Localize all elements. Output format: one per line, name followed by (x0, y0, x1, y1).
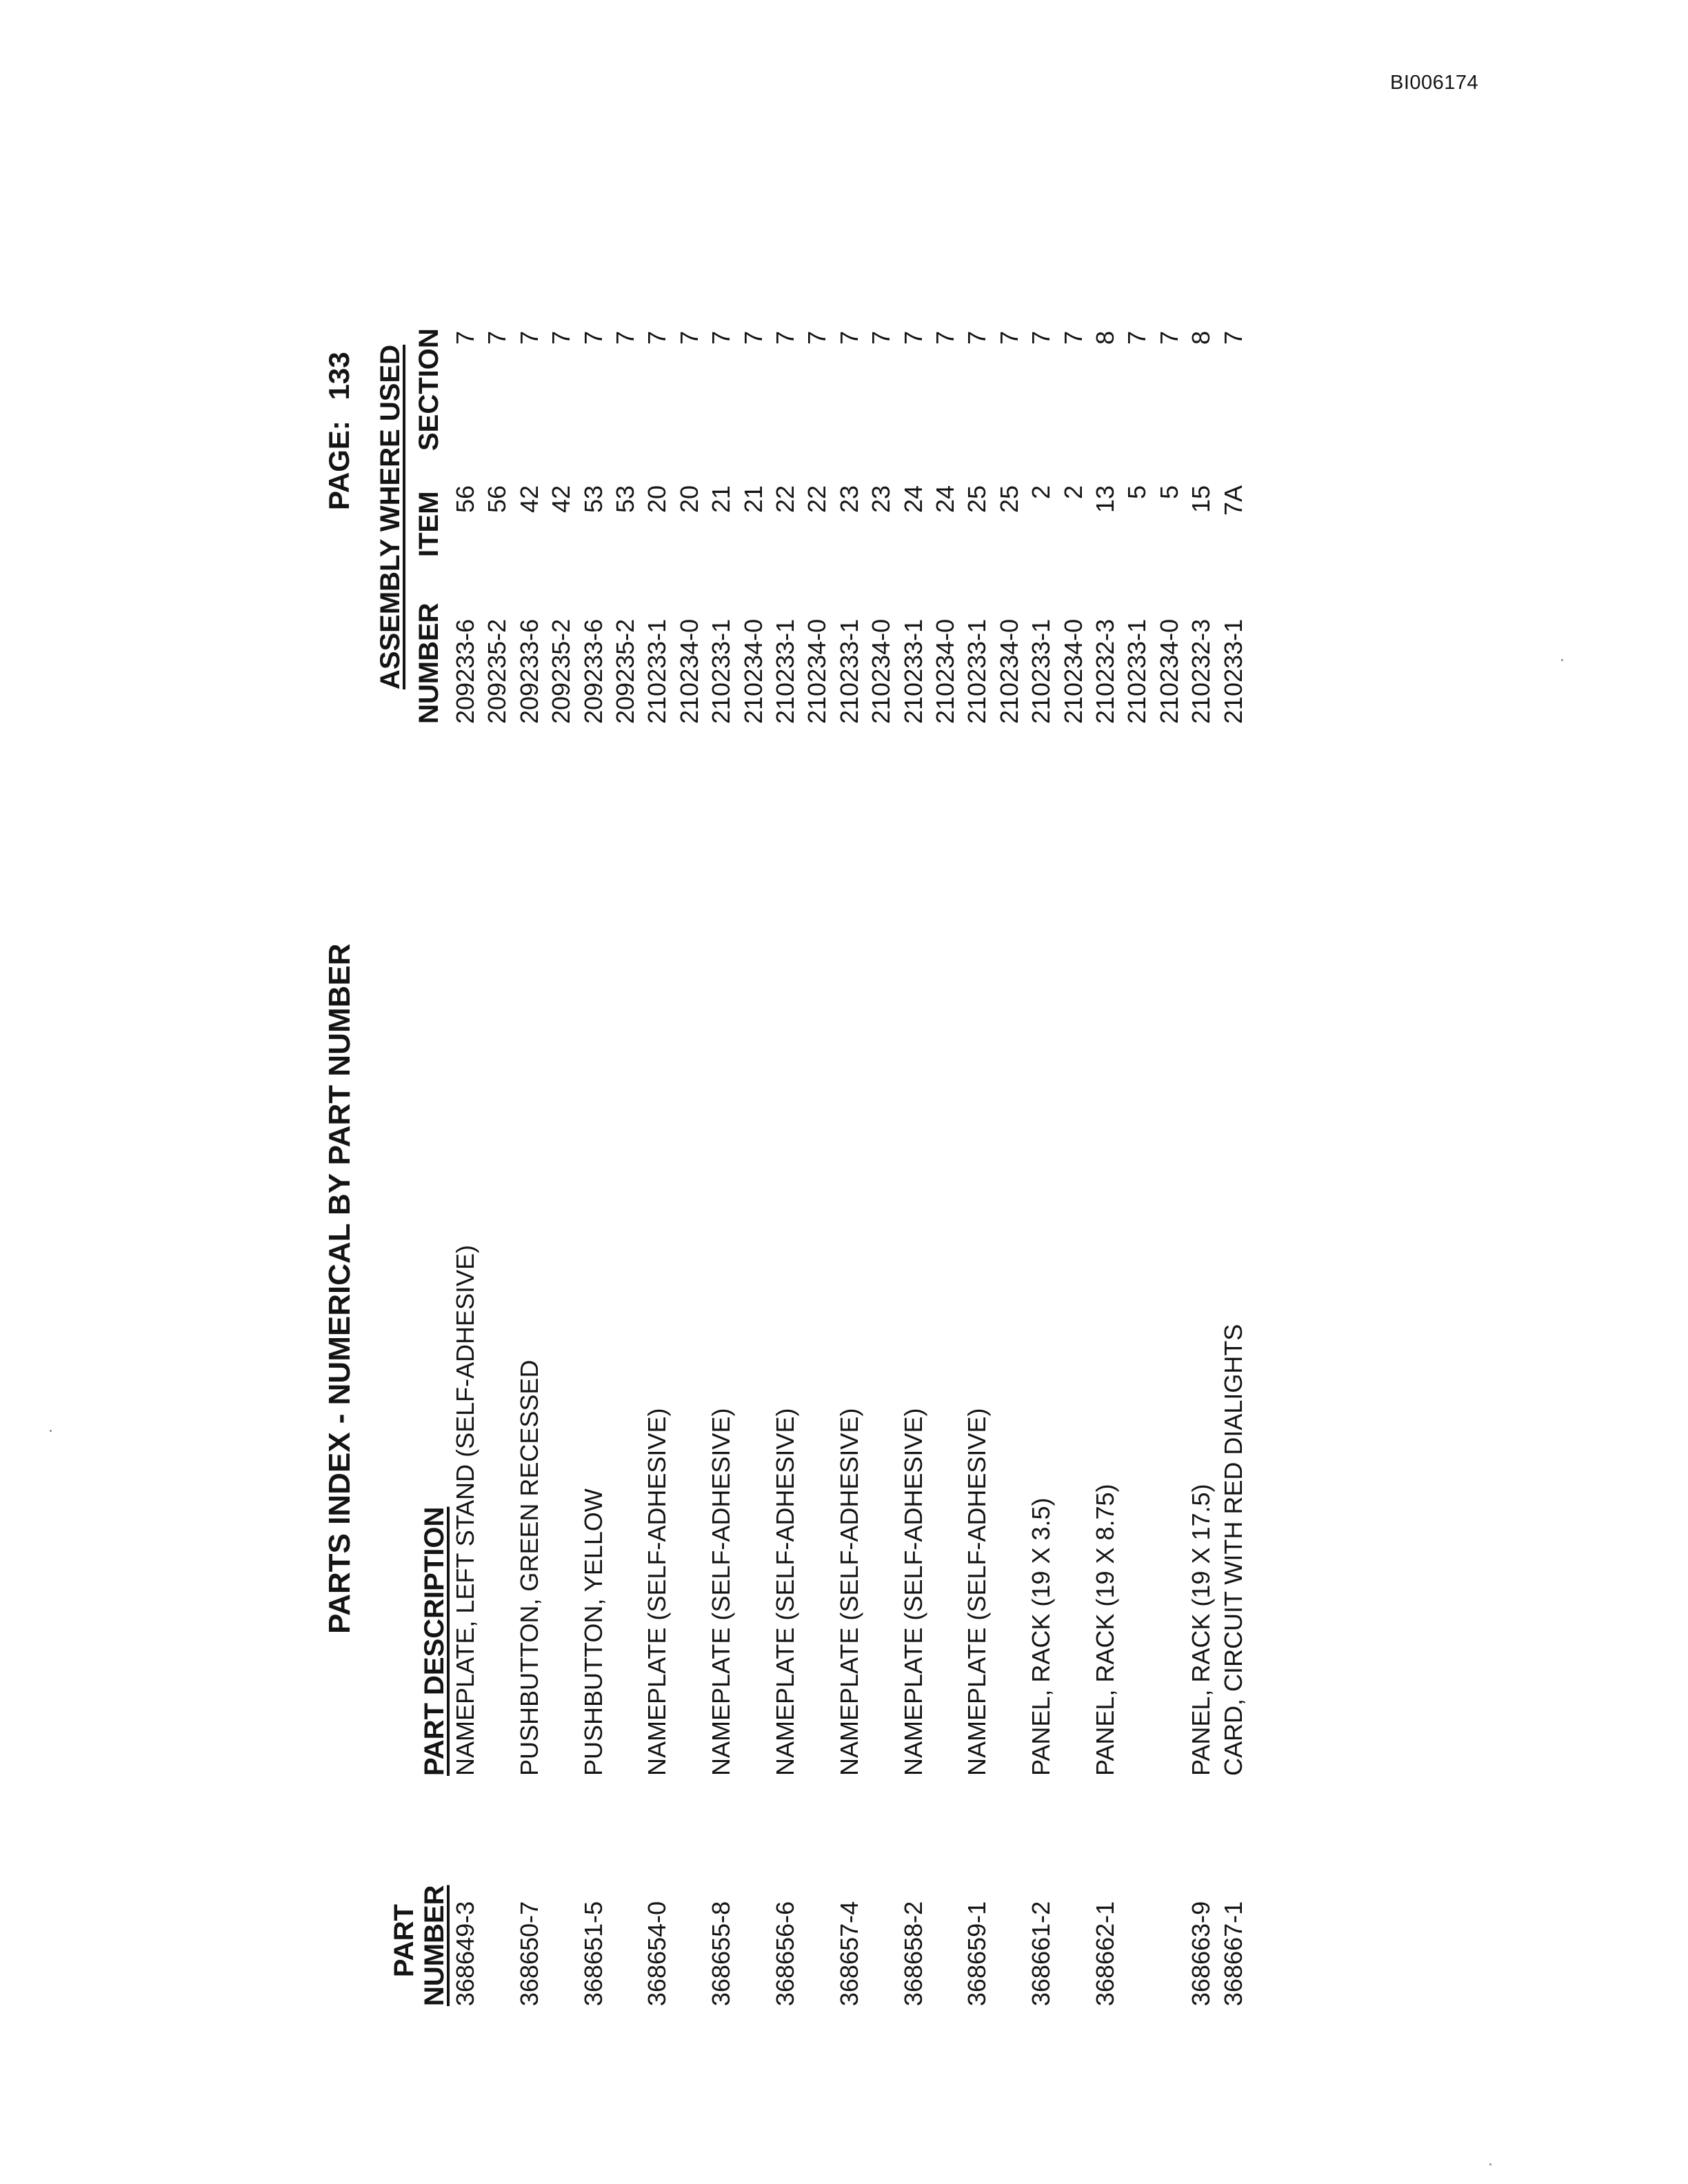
section-cell: 7 (579, 331, 607, 345)
part-number-cell: 368662-1 (1091, 1901, 1119, 2006)
assembly-number-cell: 209233-6 (579, 618, 607, 724)
part-number-cell: 368656-6 (771, 1901, 799, 2006)
item-cell: 5 (1154, 485, 1183, 500)
scan-speck (50, 1430, 52, 1432)
section-cell: 7 (1154, 331, 1183, 345)
item-cell: 53 (579, 485, 607, 514)
part-description-cell: NAMEPLATE (SELF-ADHESIVE) (643, 1408, 672, 1776)
item-cell: 21 (738, 485, 767, 514)
assembly-number-cell: 210234-0 (803, 618, 832, 724)
section-cell: 7 (834, 331, 863, 345)
assembly-number-cell: 210234-0 (994, 618, 1023, 724)
section-cell: 7 (931, 331, 959, 345)
section-cell: 7 (963, 331, 992, 345)
item-cell: 2 (1027, 485, 1056, 500)
header-assembly-number: NUMBER (414, 603, 444, 724)
item-cell: 22 (803, 485, 832, 514)
section-cell: 7 (707, 331, 736, 345)
part-description-cell: PUSHBUTTON, YELLOW (579, 1488, 607, 1776)
section-cell: 8 (1091, 331, 1119, 345)
assembly-number-cell: 210234-0 (931, 618, 959, 724)
item-cell: 21 (707, 485, 736, 514)
scan-speck (1489, 2163, 1491, 2165)
section-cell: 7 (1027, 331, 1056, 345)
page-number: 133 (323, 352, 355, 401)
part-description-cell: NAMEPLATE (SELF-ADHESIVE) (707, 1408, 736, 1776)
item-cell: 5 (1123, 485, 1152, 500)
part-number-cell: 368667-1 (1218, 1901, 1247, 2006)
part-description-cell: PUSHBUTTON, GREEN RECESSED (514, 1359, 543, 1776)
assembly-number-cell: 209233-6 (451, 618, 479, 724)
section-cell: 7 (611, 331, 639, 345)
section-cell: 7 (674, 331, 703, 345)
part-description-cell: PANEL, RACK (19 X 3.5) (1027, 1497, 1056, 1776)
assembly-number-cell: 210233-1 (771, 618, 799, 724)
item-cell: 23 (834, 485, 863, 514)
part-description-cell: NAMEPLATE (SELF-ADHESIVE) (898, 1408, 927, 1776)
assembly-number-cell: 209233-6 (514, 618, 543, 724)
assembly-number-cell: 210233-1 (1123, 618, 1152, 724)
scan-speck (1561, 659, 1563, 661)
page-label-text: PAGE: (323, 421, 355, 510)
assembly-number-cell: 210234-0 (1058, 618, 1087, 724)
part-number-cell: 368650-7 (514, 1901, 543, 2006)
section-cell: 7 (771, 331, 799, 345)
header-assembly-where-used: ASSEMBLY WHERE USED (375, 344, 405, 690)
part-number-cell: 368659-1 (963, 1901, 992, 2006)
item-cell: 42 (547, 485, 576, 514)
item-cell: 56 (451, 485, 479, 514)
rotated-parts-index-sheet (301, 255, 1376, 2020)
section-cell: 7 (483, 331, 512, 345)
item-cell: 24 (898, 485, 927, 514)
section-cell: 7 (738, 331, 767, 345)
page-title: PARTS INDEX - NUMERICAL BY PART NUMBER (323, 943, 356, 1634)
part-description-cell: NAMEPLATE (SELF-ADHESIVE) (963, 1408, 992, 1776)
item-cell: 24 (931, 485, 959, 514)
part-number-cell: 368649-3 (451, 1901, 479, 2006)
item-cell: 25 (963, 485, 992, 514)
assembly-number-cell: 210233-1 (963, 618, 992, 724)
section-cell: 7 (1218, 331, 1247, 345)
assembly-number-cell: 210232-3 (1187, 618, 1216, 724)
assembly-number-cell: 210233-1 (1027, 618, 1056, 724)
header-part-description: PART DESCRIPTION (419, 1506, 450, 1776)
section-cell: 7 (547, 331, 576, 345)
header-part-top: PART (389, 1904, 419, 1977)
part-number-cell: 368661-2 (1027, 1901, 1056, 2006)
item-cell: 23 (867, 485, 896, 514)
part-description-cell: NAMEPLATE (SELF-ADHESIVE) (771, 1408, 799, 1776)
section-cell: 7 (994, 331, 1023, 345)
part-description-cell: CARD, CIRCUIT WITH RED DIALIGHTS (1218, 1324, 1247, 1776)
section-cell: 7 (803, 331, 832, 345)
part-description-cell: NAMEPLATE, LEFT STAND (SELF-ADHESIVE) (451, 1244, 479, 1776)
assembly-number-cell: 209235-2 (547, 618, 576, 724)
assembly-number-cell: 210233-1 (643, 618, 672, 724)
assembly-number-cell: 209235-2 (483, 618, 512, 724)
assembly-number-cell: 210234-0 (738, 618, 767, 724)
header-section: SECTION (414, 328, 444, 451)
section-cell: 7 (1123, 331, 1152, 345)
item-cell: 20 (674, 485, 703, 514)
page-number-label (323, 352, 356, 510)
document-id: BI006174 (1390, 72, 1479, 94)
part-description-cell: PANEL, RACK (19 X 17.5) (1187, 1484, 1216, 1776)
assembly-number-cell: 210234-0 (1154, 618, 1183, 724)
part-description-cell: PANEL, RACK (19 X 8.75) (1091, 1484, 1119, 1776)
header-part-number: NUMBER (419, 1885, 450, 2006)
assembly-number-cell: 210232-3 (1091, 618, 1119, 724)
item-cell: 13 (1091, 485, 1119, 514)
item-cell: 56 (483, 485, 512, 514)
item-cell: 25 (994, 485, 1023, 514)
part-number-cell: 368654-0 (643, 1901, 672, 2006)
assembly-number-cell: 210233-1 (1218, 618, 1247, 724)
section-cell: 7 (898, 331, 927, 345)
part-number-cell: 368655-8 (707, 1901, 736, 2006)
assembly-number-cell: 210233-1 (707, 618, 736, 724)
section-cell: 7 (867, 331, 896, 345)
item-cell: 20 (643, 485, 672, 514)
assembly-number-cell: 210233-1 (898, 618, 927, 724)
item-cell: 42 (514, 485, 543, 514)
assembly-number-cell: 209235-2 (611, 618, 639, 724)
section-cell: 7 (643, 331, 672, 345)
header-item: ITEM (414, 491, 444, 557)
part-number-cell: 368651-5 (579, 1901, 607, 2006)
section-cell: 7 (514, 331, 543, 345)
item-cell: 53 (611, 485, 639, 514)
assembly-number-cell: 210234-0 (674, 618, 703, 724)
section-cell: 7 (1058, 331, 1087, 345)
section-cell: 7 (451, 331, 479, 345)
item-cell: 2 (1058, 485, 1087, 500)
item-cell: 15 (1187, 485, 1216, 514)
assembly-number-cell: 210233-1 (834, 618, 863, 724)
item-cell: 22 (771, 485, 799, 514)
part-number-cell: 368657-4 (834, 1901, 863, 2006)
part-description-cell: NAMEPLATE (SELF-ADHESIVE) (834, 1408, 863, 1776)
assembly-number-cell: 210234-0 (867, 618, 896, 724)
section-cell: 8 (1187, 331, 1216, 345)
part-number-cell: 368663-9 (1187, 1901, 1216, 2006)
item-cell: 7A (1218, 485, 1247, 516)
part-number-cell: 368658-2 (898, 1901, 927, 2006)
